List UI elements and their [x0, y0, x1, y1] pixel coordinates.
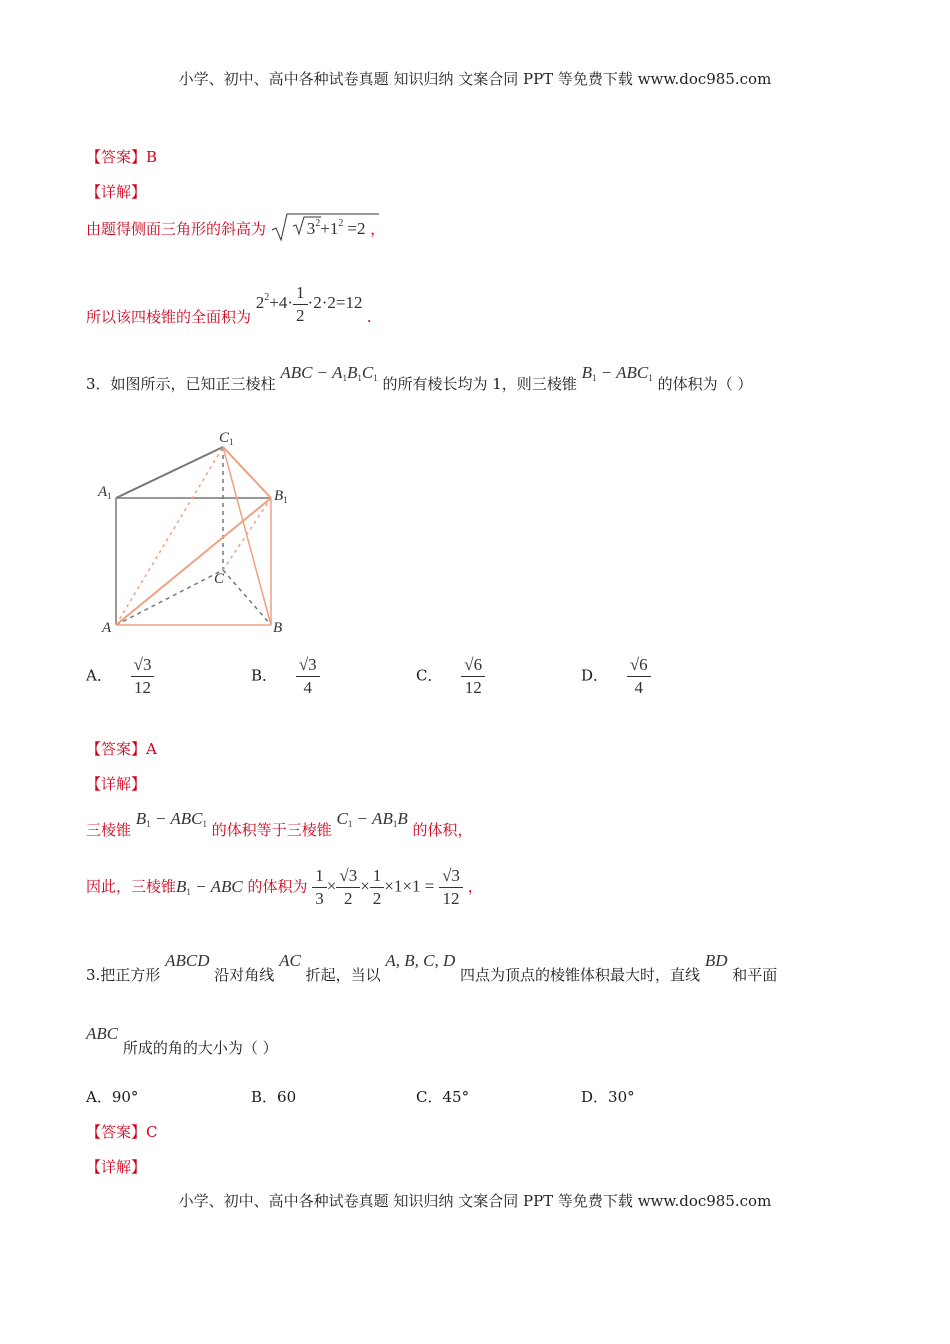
sa-two: 2 — [255, 293, 265, 313]
sa-plus-four: +4· — [269, 293, 294, 313]
q3a-option-b-label: B． — [251, 666, 278, 685]
vol-times-2: × — [360, 876, 370, 896]
vol-times-1: × — [326, 876, 337, 896]
q3b-prefix: 3.把正方形 — [86, 966, 161, 984]
q3b-t1: 沿对角线 — [214, 966, 275, 984]
formula-three: 3 — [306, 219, 316, 238]
q3a-option-b[interactable] — [251, 655, 320, 698]
q3a-option-a-value: $\frac{√3}{12}$ — [131, 655, 155, 698]
q3a-option-a-label: A． — [86, 666, 112, 685]
d2l2-tail: ， — [467, 877, 483, 896]
q3a-option-d[interactable] — [581, 655, 651, 698]
d2l2-pyramid: $B_1$ − ABC — [176, 876, 243, 897]
q3b-t2: 折起，当以 — [305, 966, 381, 984]
q3b-square: ABCD — [165, 951, 210, 970]
sa-sup: 2 — [264, 292, 270, 304]
sa-frac-num: 1 — [293, 283, 308, 305]
q3a-option-d-label: D． — [581, 666, 609, 685]
d2l2-pre: 因此，三棱锥 — [86, 877, 177, 896]
prism-name: ABC − $A_1B_1C_1$ — [280, 363, 378, 383]
vol-frac-result: $\frac{√3}{12}$ — [439, 866, 463, 909]
q3b-option-b[interactable]: B．60 — [251, 1088, 297, 1106]
vol-frac-2: $\frac{√3}{2}$ — [336, 866, 360, 909]
d2l2-mid: 的体积为 — [247, 877, 308, 896]
detail1-line1-tail: ， — [370, 220, 386, 238]
q3b-line-bd: BD — [704, 951, 728, 970]
q3b-option-c[interactable]: C．45° — [416, 1088, 470, 1106]
pyramid-name: $B_1 - ABC_1$ — [581, 363, 653, 383]
d2l1-mid: 的体积等于三棱锥 — [211, 821, 332, 839]
detail-tag-1: 【详解】 — [86, 183, 147, 201]
d2l1-pyramid-1: $B_1 - ABC_1$ — [135, 809, 207, 829]
q3b-option-d[interactable]: D．30° — [581, 1088, 635, 1106]
d2l1-pyramid-2: $C_1 - AB_1B$ — [336, 809, 408, 829]
label-c1: $C_1$ — [219, 430, 234, 447]
slant-height-formula — [271, 218, 366, 239]
edge-c-b1 — [223, 498, 271, 570]
d2l1-pre: 三棱锥 — [86, 821, 132, 839]
label-c: C — [214, 571, 225, 587]
sa-rest: ·2·2=12 — [307, 293, 363, 313]
q3b-diagonal: AC — [279, 951, 301, 970]
q3a-option-d-value: $\frac{√6}{4}$ — [627, 655, 651, 698]
q3a-prefix: 3．如图所示，已知正三棱柱 — [86, 375, 276, 393]
q3b-option-a[interactable]: A．90° — [86, 1088, 139, 1106]
detail1-line1-text: 由题得侧面三角形的斜高为 — [86, 220, 267, 238]
label-b1: $B_1$ — [274, 488, 288, 505]
q3a-option-b-value: $\frac{√3}{4}$ — [296, 655, 320, 698]
sa-fraction-half — [293, 283, 308, 326]
surface-area-formula — [255, 283, 367, 325]
q3a-suffix: 的体积为（ ） — [657, 375, 753, 393]
answer-tag-3: 【答案】C — [86, 1123, 158, 1141]
sa-frac-den: 2 — [296, 306, 305, 325]
detail-tag-3: 【详解】 — [86, 1158, 147, 1176]
detail1-line2-tail: . — [366, 308, 372, 327]
page-footer: 小学、初中、高中各种试卷真题 知识归纳 文案合同 PPT 等免费下载 www.doc985.com — [178, 1192, 772, 1210]
q3b-points: A, B, C, D — [385, 951, 456, 970]
question-3a-stem — [86, 362, 753, 393]
detail1-line2-text: 所以该四棱锥的全面积为 — [86, 308, 252, 327]
answer-tag-2: 【答案】A — [86, 740, 157, 758]
edge-a-c — [116, 570, 223, 625]
d2l1-tail: 的体积， — [412, 821, 473, 839]
vol-frac-3: $\frac{1}{2}$ — [370, 866, 385, 909]
edge-a-b1 — [116, 498, 271, 625]
q3b-t5: 所成的角的大小为（ ） — [122, 1039, 278, 1057]
q3a-option-a[interactable] — [86, 655, 154, 698]
q3b-plane: ABC — [86, 1024, 119, 1043]
sqrt-sign-outer — [271, 212, 381, 242]
q3b-t3: 四点为顶点的棱锥体积最大时，直线 — [460, 966, 701, 984]
q3a-option-c-value: $\frac{√6}{12}$ — [461, 655, 485, 698]
q3a-option-c[interactable] — [416, 655, 485, 698]
q3a-option-c-label: C． — [416, 666, 443, 685]
label-a: A — [102, 620, 112, 636]
question-3b-stem-line1 — [86, 950, 778, 984]
answer-tag-1: 【答案】B — [86, 148, 158, 166]
formula-sup-1: 2 — [315, 218, 321, 229]
label-b: B — [273, 620, 283, 636]
detail2-line1 — [86, 808, 473, 839]
page-header: 小学、初中、高中各种试卷真题 知识归纳 文案合同 PPT 等免费下载 www.doc985.com — [178, 70, 772, 88]
vol-frac-1: $\frac{1}{3}$ — [312, 866, 327, 909]
label-a1: $A_1$ — [98, 484, 112, 501]
q3b-t4: 和平面 — [732, 966, 778, 984]
detail-tag-2: 【详解】 — [86, 775, 147, 793]
formula-equals: =2 — [347, 219, 366, 238]
q3a-middle: 的所有棱长均为 1，则三棱锥 — [382, 375, 577, 393]
question-3b-stem-line2 — [86, 1023, 278, 1057]
formula-sup-2: 2 — [338, 218, 344, 229]
vol-times-rest: ×1×1 = — [384, 876, 435, 896]
formula-plus-one: +1 — [320, 219, 339, 238]
detail1-line2 — [86, 283, 372, 326]
detail2-line2 — [86, 866, 483, 909]
detail1-line1 — [86, 218, 385, 239]
prism-figure — [96, 420, 296, 640]
